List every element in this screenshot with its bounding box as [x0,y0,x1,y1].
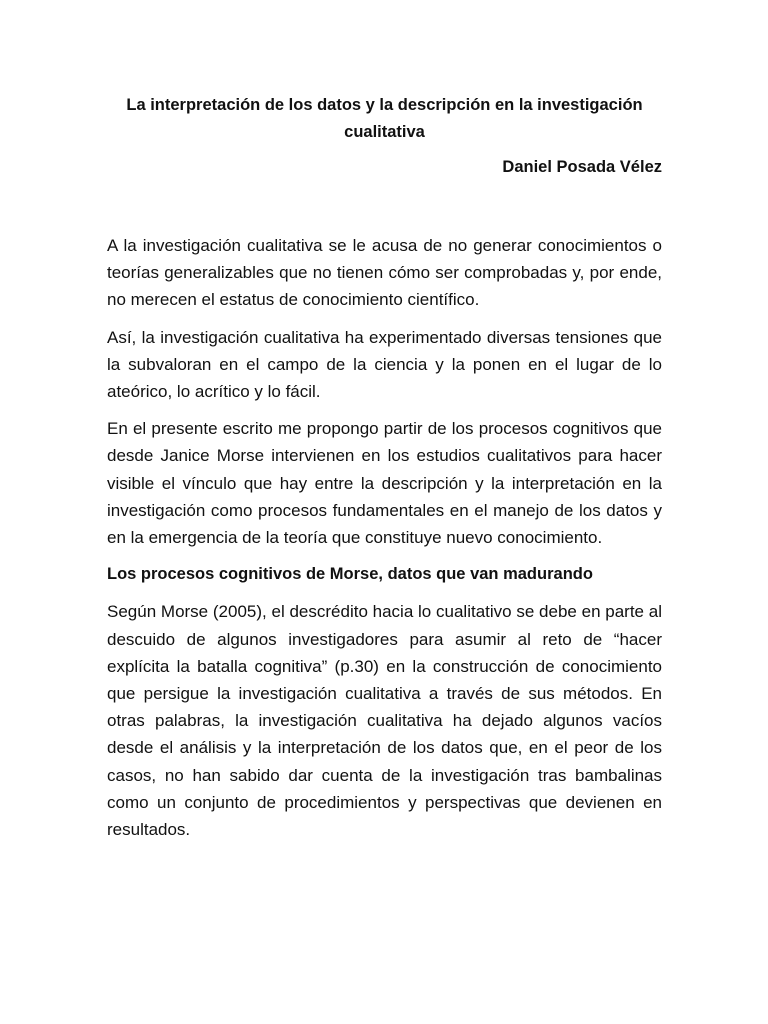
body-paragraph: En el presente escrito me propongo partir de los procesos cognitivos que desde Janice Morse intervienen en los estudios cualitativos para hacer visible el vínculo que hay entre la descripción y la interpretación en la investigación como procesos fundamentales en el manejo de los datos y en la emergencia de la teoría que constituye nuevo conocimiento. [107,419,662,548]
body-paragraph: Así, la investigación cualitativa ha experimentado diversas tensiones que la subvaloran en el campo de la ciencia y la ponen en el lugar de lo ateórico, lo acrítico y lo fácil. [107,327,662,402]
body-paragraph: A la investigación cualitativa se le acusa de no generar conocimientos o teorías generalizables que no tienen cómo ser comprobadas y, por ende, no merecen el estatus de conocimiento científico. [107,236,662,310]
document-title: La interpretación de los datos y la descripción en la investigación cualitativa [126,96,643,141]
section-heading: Los procesos cognitivos de Morse, datos que van madurando [107,565,593,584]
document-author: Daniel Posada Vélez [502,158,662,176]
section-paragraph: Según Morse (2005), el descrédito hacia lo cualitativo se debe en parte al descuido de algunos investigadores para asumir al reto de “hacer explícita la batalla cognitiva” (p.30) en la construcción de conocimiento que persigue la investigación cualitativa a través de sus métodos. En otras palabras, la investigación cualitativa ha dejado algunos vacíos desde el análisis y la interpretación de los datos que, en el peor de los casos, no han sabido dar cuenta de la investigación tras bambalinas como un conjunto de procedimientos y perspectivas que devienen en resultados. [107,602,662,840]
document-page [107,92,662,853]
document-body [107,232,662,843]
